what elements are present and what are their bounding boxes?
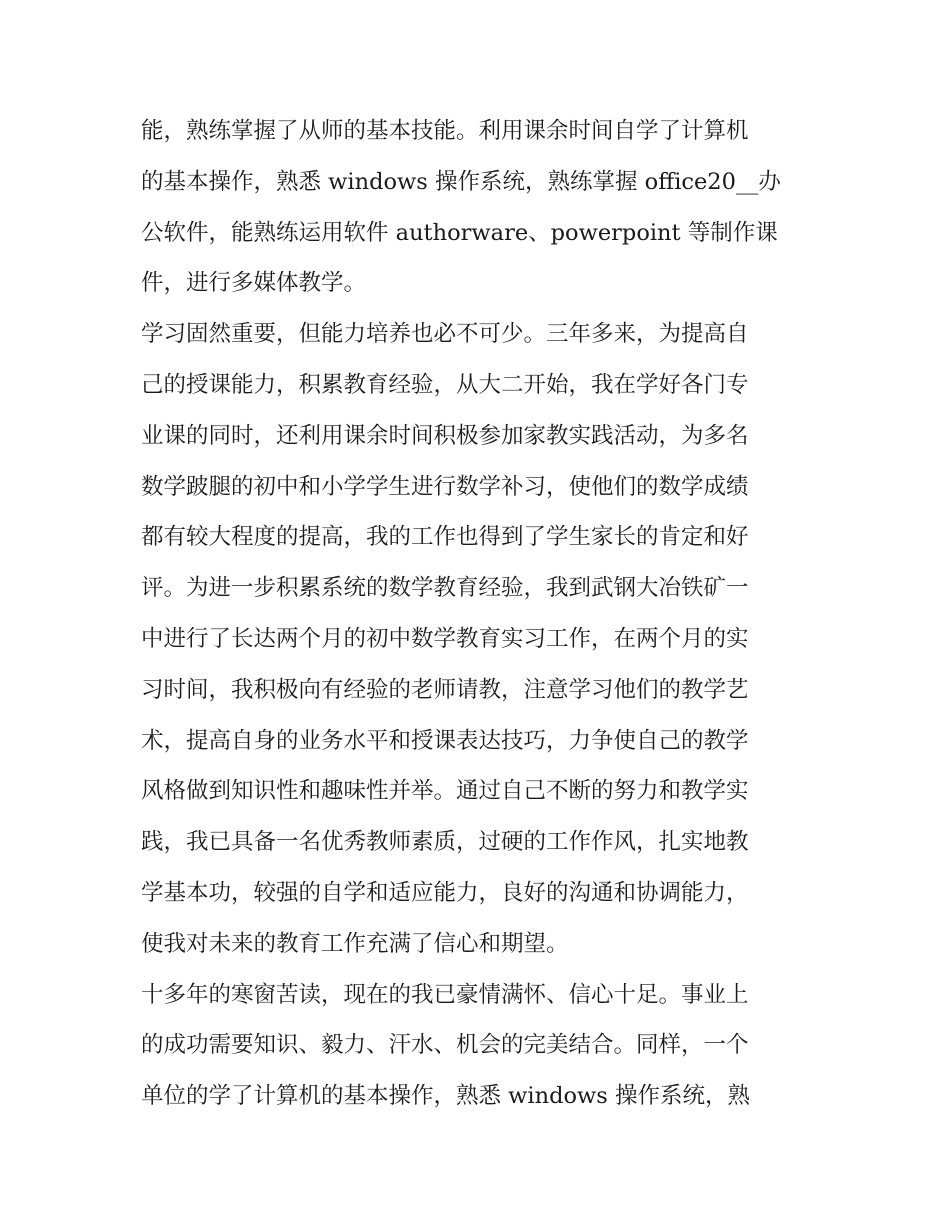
document-body — [141, 106, 821, 1122]
text-line: 学习固然重要，但能力培养也必不可少。三年多来，为提高自 — [141, 321, 749, 348]
paragraph-ambition — [141, 970, 821, 1122]
paragraph-teaching-practice — [141, 309, 821, 969]
text-line: 的基本操作，熟悉 windows 操作系统，熟练掌握 office20__办 — [141, 168, 781, 195]
text-line: 单位的学了计算机的基本操作，熟悉 windows 操作系统，熟 — [141, 1083, 751, 1110]
text-line: 风格做到知识性和趣味性并举。通过自己不断的努力和教学实 — [141, 778, 749, 805]
paragraph-skills — [141, 106, 821, 309]
text-line: 己的授课能力，积累教育经验，从大二开始，我在学好各门专 — [141, 371, 749, 398]
text-line: 能，熟练掌握了从师的基本技能。利用课余时间自学了计算机 — [141, 118, 749, 144]
text-line: 使我对未来的教育工作充满了信心和期望。 — [141, 930, 569, 957]
text-line: 都有较大程度的提高，我的工作也得到了学生家长的肯定和好 — [141, 524, 749, 551]
text-line: 评。为进一步积累系统的数学教育经验，我到武钢大冶铁矿一 — [141, 575, 749, 602]
text-line: 业课的同时，还利用课余时间积极参加家教实践活动，为多名 — [141, 422, 749, 449]
text-line: 数学跛腿的初中和小学学生进行数学补习，使他们的数学成绩 — [141, 473, 749, 500]
text-line: 践，我已具备一名优秀教师素质，过硬的工作作风，扎实地教 — [141, 829, 749, 856]
text-line: 学基本功，较强的自学和适应能力，良好的沟通和协调能力， — [141, 879, 749, 906]
text-line: 十多年的寒窗苦读，现在的我已豪情满怀、信心十足。事业上 — [141, 981, 749, 1008]
text-line: 的成功需要知识、毅力、汗水、机会的完美结合。同样，一个 — [141, 1032, 749, 1059]
text-line: 中进行了长达两个月的初中数学教育实习工作，在两个月的实 — [141, 625, 749, 652]
text-line: 件，进行多媒体教学。 — [141, 270, 367, 297]
text-line: 习时间，我积极向有经验的老师请教，注意学习他们的教学艺 — [141, 676, 749, 703]
text-line: 术，提高自身的业务水平和授课表达技巧，力争使自己的教学 — [141, 727, 749, 754]
text-line: 公软件，能熟练运用软件 authorware、powerpoint 等制作课 — [141, 219, 778, 246]
